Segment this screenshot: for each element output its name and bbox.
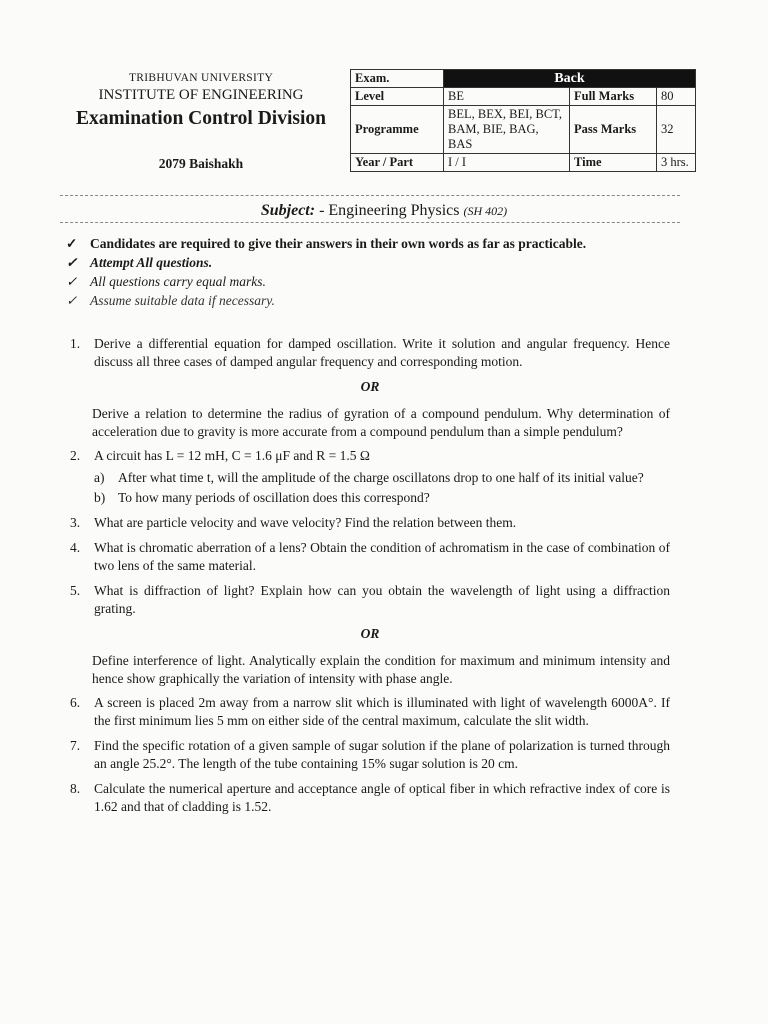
checkmark-icon: ✓ bbox=[66, 236, 78, 251]
instruction-item: ✓ All questions carry equal marks. bbox=[66, 274, 266, 289]
exam-info-table bbox=[350, 69, 696, 172]
question-2b: b) To how many periods of oscillation does this correspond? bbox=[94, 490, 430, 505]
subject-line bbox=[0, 202, 768, 220]
checkmark-icon: ✓ bbox=[66, 255, 78, 270]
instructions-list bbox=[66, 234, 586, 310]
question-6: 6. A screen is placed 2m away from a narrow slit which is illuminated with light of wavelength 6000A°. If the first minimum lies 5 mm on either side of the central maximum, calculate the slit width. bbox=[70, 695, 670, 728]
time-value: 3 hrs. bbox=[657, 154, 696, 172]
checkmark-icon: ✓ bbox=[66, 293, 78, 308]
university-name: TRIBHUVAN UNIVERSITY bbox=[128, 72, 274, 84]
question-1-alternative: Derive a relation to determine the radius of gyration of a compound pendulum. Why determination of acceleration due to gravity is more accurate from a compound pendulum than a simple pendulum? bbox=[92, 406, 670, 439]
question-text: Derive a differential equation for damped oscillation. Write it solution and angular frequency. Hence discuss all three cases of damped angular frequency and corresponding motion. bbox=[94, 336, 670, 369]
instruction-item: ✓ Candidates are required to give their answers in their own words as far as practicable. bbox=[66, 236, 587, 251]
pass-marks-label: Pass Marks bbox=[570, 106, 657, 154]
or-separator: OR bbox=[360, 626, 380, 641]
checkmark-icon: ✓ bbox=[66, 274, 78, 289]
question-text: Calculate the numerical aperture and acceptance angle of optical fiber in which refractive index of core is 1.62 and that of cladding is 1.52. bbox=[94, 781, 670, 814]
full-marks-label: Full Marks bbox=[570, 88, 657, 106]
full-marks-value: 80 bbox=[657, 88, 696, 106]
instruction-item: ✓ Attempt All questions. bbox=[66, 255, 213, 270]
question-3: 3. What are particle velocity and wave velocity? Find the relation between them. bbox=[70, 514, 670, 532]
division-name: Examination Control Division bbox=[76, 108, 326, 129]
year-part-label: Year / Part bbox=[351, 154, 444, 172]
exam-header bbox=[60, 70, 342, 172]
question-2: 2. A circuit has L = 12 mH, C = 1.6 μF and R = 1.5 Ω bbox=[70, 447, 670, 465]
subject-name: - Engineering Physics bbox=[319, 202, 460, 219]
programme-label: Programme bbox=[351, 106, 444, 154]
level-label: Level bbox=[351, 88, 444, 106]
question-text: Find the specific rotation of a given sample of sugar solution if the plane of polarization is turned through an angle 25.2°. The length of the tube containing 15% sugar solution is 20 cm. bbox=[94, 738, 670, 771]
question-1: 1. Derive a differential equation for damped oscillation. Write it solution and angular frequency. Hence discuss all three cases of damped angular frequency and corresponding motion. bbox=[70, 336, 670, 369]
question-5: 5. What is diffraction of light? Explain how can you obtain the wavelength of light using a diffraction grating. bbox=[70, 583, 670, 616]
pass-marks-value: 32 bbox=[657, 106, 696, 154]
question-text: A circuit has L = 12 mH, C = 1.6 μF and R = 1.5 Ω bbox=[94, 448, 370, 463]
programme-value: BEL, BEX, BEI, BCT, BAM, BIE, BAG, BAS bbox=[444, 106, 570, 154]
question-5-alternative: Define interference of light. Analytically explain the condition for maximum and minimum intensity and hence show graphically the variation of intensity with phase angle. bbox=[92, 653, 670, 686]
questions-section bbox=[70, 335, 670, 823]
question-7: 7. Find the specific rotation of a given sample of sugar solution if the plane of polarization is turned through an angle 25.2°. The length of the tube containing 15% sugar solution is 20 cm. bbox=[70, 738, 670, 771]
question-8: 8. Calculate the numerical aperture and acceptance angle of optical fiber in which refractive index of core is 1.62 and that of cladding is 1.52. bbox=[70, 781, 670, 814]
question-text: What are particle velocity and wave velocity? Find the relation between them. bbox=[94, 515, 517, 530]
exam-date: 2079 Baishakh bbox=[158, 156, 244, 171]
divider-top bbox=[60, 195, 680, 196]
exam-label: Exam. bbox=[351, 70, 444, 88]
subject-code: (SH 402) bbox=[463, 204, 508, 218]
question-text: What is chromatic aberration of a lens? Obtain the condition of achromatism in the case of combination of two lens of the same material. bbox=[94, 540, 670, 573]
question-2a: a) After what time t, will the amplitude of the charge oscillatons drop to one half of its initial value? bbox=[94, 470, 644, 485]
instruction-item: ✓ Assume suitable data if necessary. bbox=[66, 293, 275, 308]
subject-label: Subject: bbox=[260, 202, 316, 219]
or-separator: OR bbox=[360, 379, 380, 394]
question-text: What is diffraction of light? Explain how can you obtain the wavelength of light using a diffraction grating. bbox=[94, 583, 670, 616]
time-label: Time bbox=[570, 154, 657, 172]
divider-subject bbox=[60, 222, 680, 223]
institute-name: INSTITUTE OF ENGINEERING bbox=[98, 87, 304, 103]
exam-type: Back bbox=[444, 70, 696, 88]
question-4: 4. What is chromatic aberration of a lens? Obtain the condition of achromatism in the case of combination of two lens of the same material. bbox=[70, 540, 670, 573]
question-text: A screen is placed 2m away from a narrow slit which is illuminated with light of wavelength 6000A°. If the first minimum lies 5 mm on either side of the central maximum, calculate the slit width. bbox=[94, 695, 670, 728]
year-part-value: I / I bbox=[444, 154, 570, 172]
level-value: BE bbox=[444, 88, 570, 106]
